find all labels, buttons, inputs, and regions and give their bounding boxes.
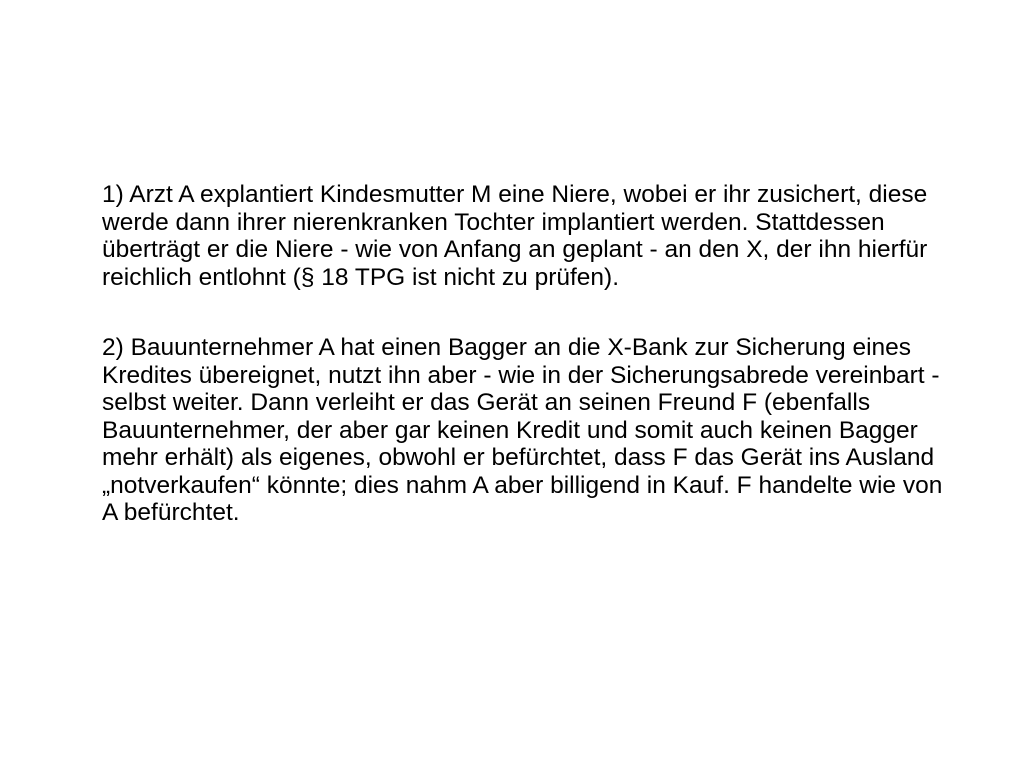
case-paragraph-1: 1) Arzt A explantiert Kindesmutter M eine Niere, wobei er ihr zusichert, diese werde dann ihrer nierenkranken Tochter implantiert werden. Stattdessen überträgt er die Niere - wie von Anfang an geplant - an den X, der ihn hierfür reichlich entlohnt (§ 18 TPG ist nicht zu prüfen). — [102, 181, 928, 291]
case-paragraph-2: 2) Bauunternehmer A hat einen Bagger an die X-Bank zur Sicherung eines Kredites übereignet, nutzt ihn aber - wie in der Sicherungsabrede vereinbart - selbst weiter. Dann verleiht er das Gerät an seinen Freund F (ebenfalls Bauunternehmer, der aber gar keinen Kredit und somit auch keinen Bagger mehr erhält) als eigenes, obwohl er befürchtet, dass F das Gerät ins Ausland „notverkaufen“ könnte; dies nahm A aber billigend in Kauf. F handelte wie von A befürchtet. — [102, 334, 943, 526]
slide-body — [102, 181, 962, 527]
